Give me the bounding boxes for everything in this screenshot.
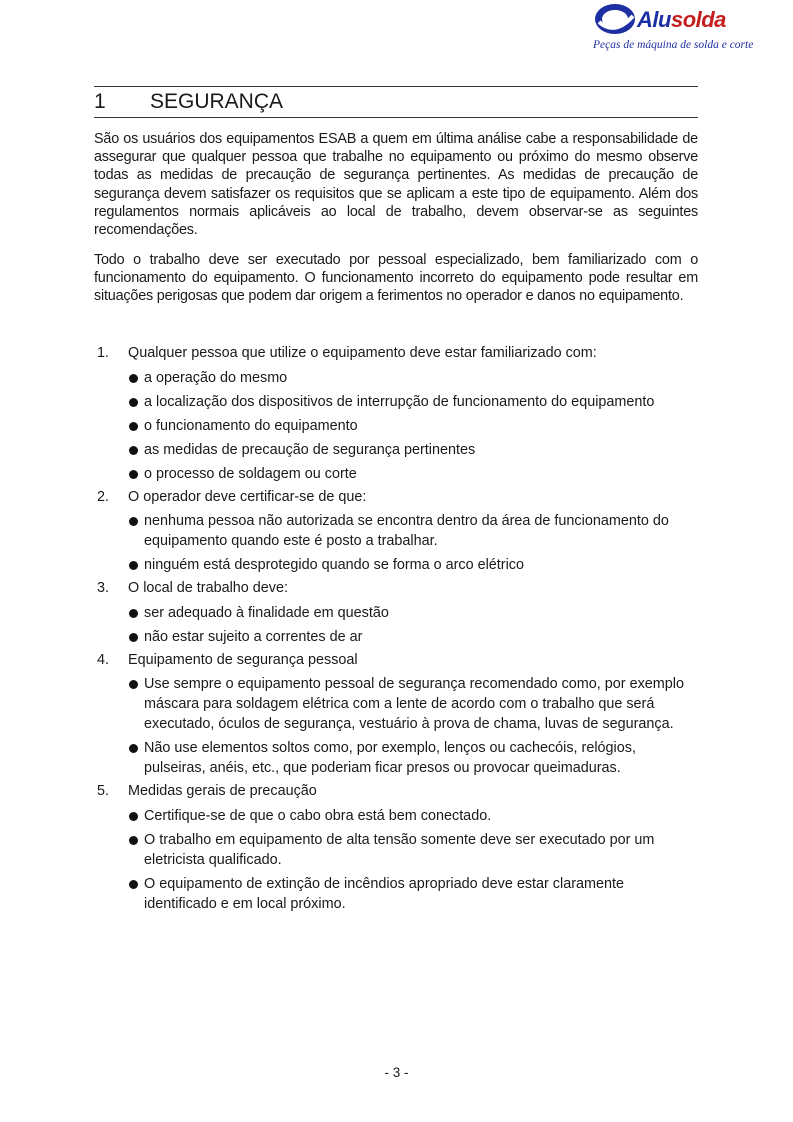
bullet-item [128, 738, 698, 778]
bullet-icon [129, 446, 138, 455]
logo-wordmark [637, 7, 726, 33]
bullet-text: não estar sujeito a correntes de ar [144, 628, 363, 645]
list-item [94, 579, 698, 647]
intro-paragraph-1: São os usuários dos equipamentos ESAB a quem em última análise cabe a responsabilidade de assegurar que qualquer pessoa que trabalhe no equipamento ou próximo do mesmo observe todas as medidas de precaução de segurança pertinentes. As medidas de precaução de segurança devem satisfazer os requisitos que se aplicam a este tipo de equipamento. Além dos regulamentos normais aplicáveis ao local de trabalho, devem observar-se as seguintes recomendações. [94, 131, 698, 239]
bullet-item [128, 627, 698, 647]
section-title: SEGURANÇA [150, 90, 284, 113]
logo-word-b: solda [670, 7, 726, 32]
bullet-icon [129, 836, 138, 845]
bullet-icon [129, 880, 138, 889]
bullet-text: as medidas de precaução de segurança pertinentes [144, 441, 476, 458]
list-item-number: 4. [97, 651, 110, 668]
bullet-text: ninguém está desprotegido quando se forma o arco elétrico [144, 557, 524, 573]
list-item-number: 1. [97, 345, 110, 361]
logo-tagline: Peças de máquina de solda e corte [593, 39, 754, 51]
list-item [94, 782, 698, 914]
safety-list [94, 340, 698, 914]
bullet-icon [129, 680, 138, 689]
bullet-text: a operação do mesmo [144, 369, 288, 386]
bullet-text: O equipamento de extinção de incêndios apropriado deve estar claramente identificado e em local próximo. [144, 875, 624, 912]
list-item [94, 651, 698, 779]
section-heading [94, 90, 283, 114]
page-number: - 3 - [384, 1065, 409, 1080]
bullet-item [128, 603, 698, 623]
logo-swoosh-icon [593, 2, 639, 40]
list-item [94, 488, 698, 576]
bullet-icon [129, 561, 138, 570]
list-item [94, 344, 698, 484]
list-item-number: 5. [97, 783, 110, 799]
bullet-item [128, 674, 698, 734]
list-item-number: 2. [97, 488, 110, 505]
list-item-text: O operador deve certificar-se de que: [128, 488, 367, 505]
logo-word-a: Alu [637, 7, 671, 32]
bullet-text: o processo de soldagem ou corte [144, 465, 357, 482]
intro-paragraph-2: Todo o trabalho deve ser executado por pessoal especializado, bem familiarizado com o funcionamento do equipamento. O funcionamento incorreto do equipamento pode resultar em situações perigosas que podem dar origem a ferimentos no operador e danos no equipamento. [94, 252, 698, 305]
bullet-text: nenhuma pessoa não autorizada se encontra dentro da área de funcionamento do equipamento quando este é posto a trabalhar. [144, 513, 669, 549]
bullet-text: Certifique-se de que o cabo obra está bem conectado. [144, 807, 492, 824]
bullet-text: Use sempre o equipamento pessoal de segurança recomendado como, por exemplo máscara para soldagem elétrica com a lente de acordo com o trabalho que será executado, óculos de segurança, vestuário à prova de chama, luvas de segurança. [144, 676, 684, 732]
heading-bottom-rule [94, 117, 698, 118]
bullet-text: a localização dos dispositivos de interrupção de funcionamento do equipamento [144, 393, 655, 410]
bullet-icon [129, 517, 138, 526]
list-item-text: Medidas gerais de precaução [128, 783, 317, 799]
bullet-item [128, 511, 698, 551]
alusolda-logo [593, 2, 754, 56]
bullet-item [128, 830, 698, 870]
bullet-item [128, 806, 698, 826]
list-item-text: Equipamento de segurança pessoal [128, 651, 358, 668]
bullet-icon [129, 374, 138, 383]
bullet-icon [129, 812, 138, 821]
bullet-text: o funcionamento do equipamento [144, 417, 358, 434]
bullet-text: Não use elementos soltos como, por exemplo, lenços ou cachecóis, relógios, pulseiras, anéis, etc., que poderiam ficar presos ou provocar queimaduras. [144, 740, 636, 776]
list-item-text: O local de trabalho deve: [128, 580, 288, 596]
bullet-item [128, 368, 698, 388]
bullet-icon [129, 744, 138, 753]
list-item-number: 3. [97, 580, 110, 596]
bullet-item [128, 392, 698, 412]
list-item-text: Qualquer pessoa que utilize o equipamento deve estar familiarizado com: [128, 345, 597, 361]
bullet-icon [129, 422, 138, 431]
bullet-text: ser adequado à finalidade em questão [144, 604, 389, 621]
bullet-icon [129, 633, 138, 642]
bullet-item [128, 416, 698, 436]
bullet-icon [129, 609, 138, 618]
heading-top-rule [94, 86, 698, 87]
bullet-item [128, 440, 698, 460]
section-number: 1 [94, 90, 106, 113]
bullet-item [128, 874, 698, 914]
bullet-text: O trabalho em equipamento de alta tensão somente deve ser executado por um eletricista qualificado. [144, 831, 655, 868]
bullet-icon [129, 398, 138, 407]
bullet-icon [129, 470, 138, 479]
bullet-item [128, 555, 698, 575]
bullet-item [128, 464, 698, 484]
